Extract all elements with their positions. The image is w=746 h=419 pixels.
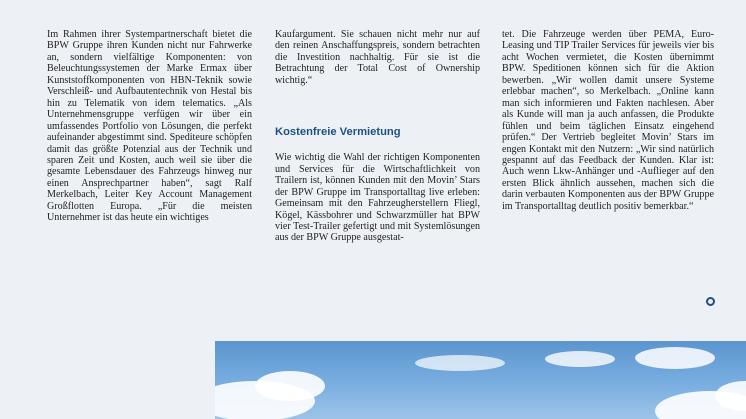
- cloud-shape: [635, 347, 715, 369]
- circle-end-mark-icon: [706, 297, 715, 306]
- article-column-1: [47, 29, 252, 224]
- article-column-3: [502, 29, 714, 212]
- article-paragraph: Kaufargument. Sie schauen nicht mehr nur auf den reinen Anschaffungspreis, sondern betrachten die Investition nachhaltig. Für sie ist die Betrachtung der Total Cost of Ownership wichtig.“: [275, 29, 480, 86]
- article-column-2: [275, 29, 480, 244]
- sky-photo: [215, 341, 746, 419]
- cloud-shape: [255, 371, 325, 401]
- article-paragraph: Im Rahmen ihrer Systempartnerschaft bietet die BPW Gruppe ihren Kunden nicht nur Fahrwerke an, sondern vielfältige Komponenten: von Beleuchtungssystemen der Marke Ermax über Kunststoffkomponenten von HBN-Teknik sowie Verschleiß- und Aufbautentechnik von Hestal bis hin zu Telematik von idem telematics. „Als Unternehmensgruppe verfügen wir über ein umfassendes Portfolio von Lösungen, die perfekt aufeinander abgestimmt sind. Spediteure schöpfen damit das größte Potenzial aus der Technik und sparen Zeit und Kosten, auch weil sie über die gesamte Lebensdauer des Fahrzeugs hinweg nur einen Ansprechpartner haben“, sagt Ralf Merkelbach, Leiter Key Account Management Großflotten Europa. „Für die meisten Unternehmer ist das heute ein wichtiges: [47, 29, 252, 224]
- section-heading: Kostenfreie Vermietung: [275, 126, 401, 139]
- cloud-shape: [415, 355, 505, 371]
- cloud-shape: [545, 351, 615, 367]
- article-paragraph: Wie wichtig die Wahl der richtigen Komponenten und Services für die Wirtschaftlichkeit von Trailern ist, können Kunden mit den Movin’ Stars der BPW Gruppe im Transportalltag live erleben: Gemeinsam mit den Fahrzeugherstellern Fliegl, Kögel, Kässbohrer und Schwarzmüller hat BPW vier Test-Trailer gefertigt und mit Systemlösungen aus der BPW Gruppe ausgestat-: [275, 152, 480, 244]
- article-paragraph: tet. Die Fahrzeuge werden über PEMA, Euro-Leasing und TIP Trailer Services für jeweils vier bis acht Wochen vermietet, die Kosten übernimmt BPW. Speditionen können sich für die Aktion bewerben. „Wir wollen damit unsere Systeme erlebbar machen“, so Merkelbach. „Online kann man sich informieren und Fakten nachlesen. Aber als Kunde will man ja auch anfassen, die Produkte fühlen und beim täglichen Einsatz eingehend prüfen.“ Der Vertrieb begleitet Movin’ Stars im engen Kontakt mit den Nutzern: „Wir sind natürlich gespannt auf das Feedback der Kunden. Klar ist: Auch wenn Lkw-Anhänger und -Auflieger auf den ersten Blick ähnlich aussehen, machen sich die darin verbauten Komponenten aus der BPW Gruppe im Transportalltag deutlich positiv bemerkbar.“: [502, 29, 714, 212]
